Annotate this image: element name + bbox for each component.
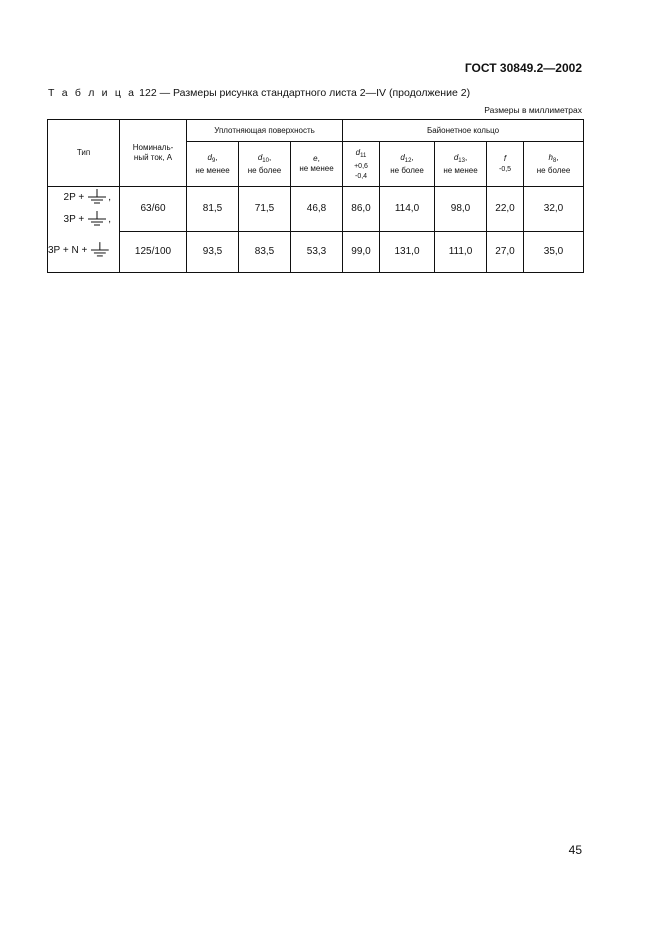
cell-e: 46,8 [291, 187, 343, 232]
cell-d11: 86,0 [343, 187, 380, 232]
type-line [48, 240, 111, 262]
page-number: 45 [568, 843, 582, 857]
header-d9: $d_9$, не менее [187, 142, 239, 187]
cell-d9: 81,5 [187, 187, 239, 232]
header-f-sym: f [503, 154, 507, 163]
header-f [487, 142, 524, 187]
cell-f: 22,0 [487, 187, 524, 232]
header-f-tol: -0,5 [498, 166, 512, 173]
header-seal-surface: Уплотняющая поверхность [187, 120, 343, 142]
header-d12: $d_{12}$, не более [380, 142, 435, 187]
table-caption-text: 122 — Размеры рисунка стандартного листа 2—IV (продолжение 2) [136, 87, 471, 99]
header-rated-current-line2: ный ток, А [133, 153, 173, 162]
header-d10-sym: d [257, 152, 263, 162]
type-line: 3P + , [48, 209, 111, 231]
header-d10: $d_{10}$, не более [239, 142, 291, 187]
cell-d13: 98,0 [435, 187, 487, 232]
type-label: 3P + [63, 214, 85, 225]
units-note: Размеры в миллиметрах [484, 105, 582, 115]
header-d13: $d_{13}$, не менее [435, 142, 487, 187]
header-e: e, не менее [291, 142, 343, 187]
cell-d13: 111,0 [435, 231, 487, 272]
header-d9-note: не менее [195, 165, 230, 175]
header-h8: $h_8$, не более [524, 142, 584, 187]
header-e-sym: e [313, 154, 318, 163]
type-label: 3P + N + [48, 245, 88, 257]
standard-code: ГОСТ 30849.2—2002 [464, 61, 582, 75]
cell-h8: 32,0 [524, 187, 584, 232]
header-d11-tol-plus: +0,6 [354, 162, 368, 170]
header-d10-sub: 10 [262, 157, 269, 164]
header-d12-sub: 12 [404, 157, 412, 164]
cell-d10: 83,5 [239, 231, 291, 272]
type-label: 2P + [63, 192, 85, 203]
dimensions-table [47, 119, 584, 273]
header-d12-note: не более [390, 165, 424, 175]
type-cell-row2 [48, 231, 120, 272]
header-rated-current [120, 120, 187, 187]
header-bayonet-ring: Байонетное кольцо [343, 120, 584, 142]
header-e-note: не менее [299, 164, 334, 173]
cell-d10: 71,5 [239, 187, 291, 232]
header-d13-sym: d [453, 152, 459, 162]
ground-icon [86, 211, 108, 229]
header-rated-current-line1: Номиналь- [132, 143, 174, 152]
type-line: 2P + , [48, 187, 111, 209]
cell-current: 63/60 [120, 187, 187, 232]
header-h8-sym: h [548, 152, 553, 162]
header-d10-note: не более [247, 165, 282, 175]
cell-d9: 93,5 [187, 231, 239, 272]
header-h8-sub: 8 [552, 157, 557, 164]
header-d13-sub: 13 [458, 157, 465, 164]
cell-h8: 35,0 [524, 231, 584, 272]
cell-f: 27,0 [487, 231, 524, 272]
header-d11-sub: 11 [360, 152, 367, 159]
header-d13-note: не менее [443, 165, 478, 175]
header-d9-sub: 9 [211, 157, 216, 164]
header-d12-sym: d [400, 152, 405, 162]
table-row [48, 231, 584, 272]
header-h8-note: не более [536, 165, 571, 175]
ground-icon [86, 189, 108, 207]
ground-icon [89, 242, 111, 260]
header-type: Тип [48, 120, 120, 187]
table-row [48, 187, 584, 232]
header-d11 [343, 142, 380, 187]
type-cell-row1 [48, 187, 120, 232]
header-d11-sym: d [355, 147, 361, 157]
cell-e: 53,3 [291, 231, 343, 272]
cell-current: 125/100 [120, 231, 187, 272]
cell-d12: 131,0 [380, 231, 435, 272]
table-caption [48, 87, 470, 99]
header-d9-sym: d [207, 152, 212, 162]
cell-d11: 99,0 [343, 231, 380, 272]
table-caption-prefix: Т а б л и ц а [48, 87, 137, 99]
header-d11-tol-minus: -0,4 [354, 172, 368, 180]
cell-d12: 114,0 [380, 187, 435, 232]
